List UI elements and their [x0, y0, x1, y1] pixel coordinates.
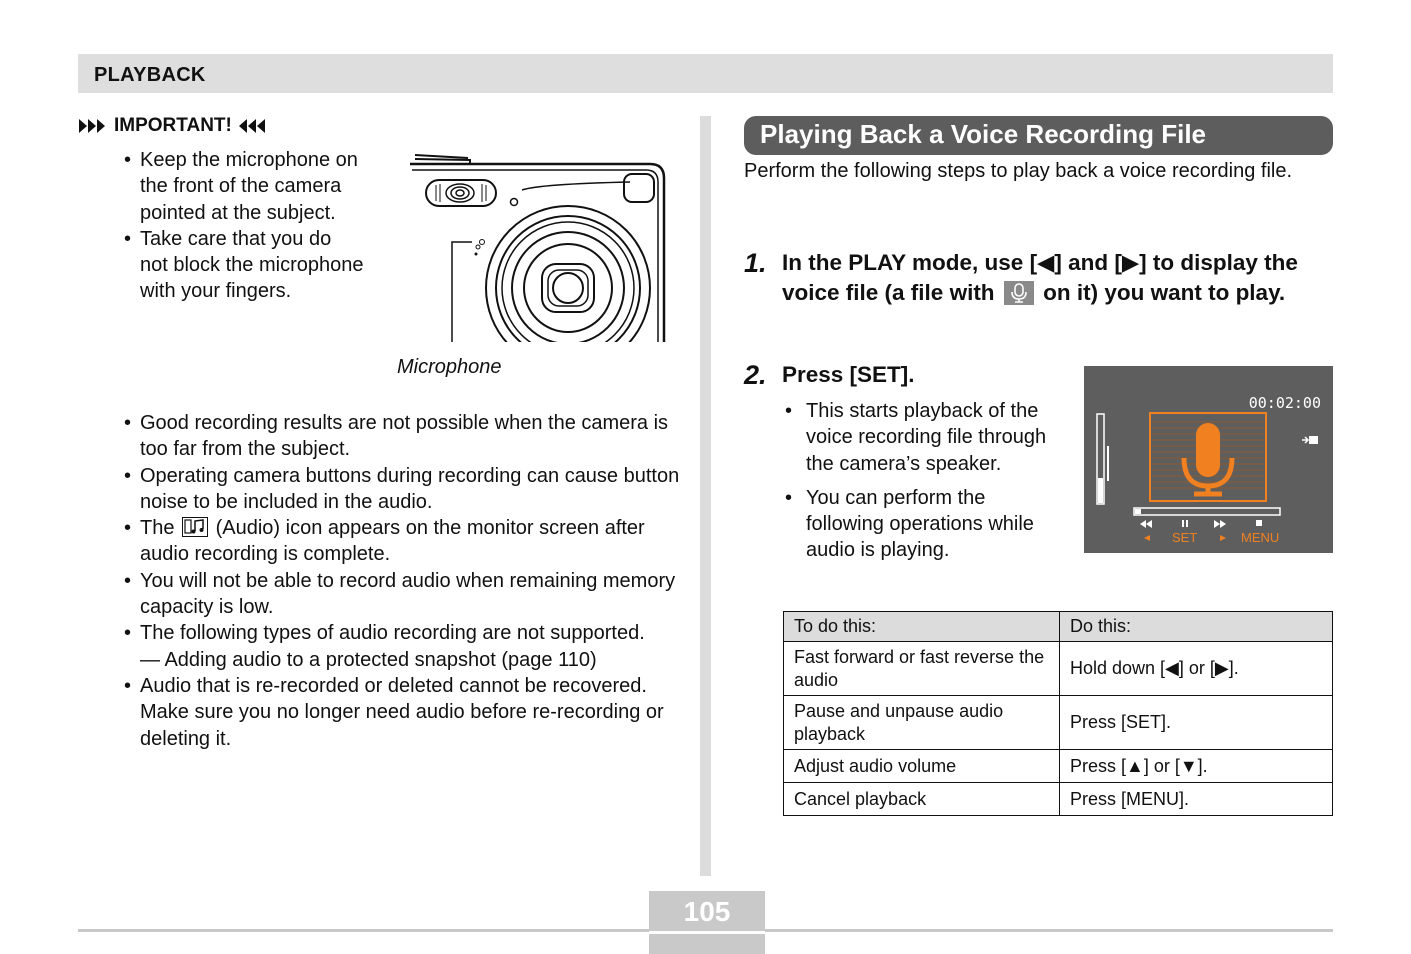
table-cell: Press [▲] or [▼]. [1060, 750, 1333, 783]
list-item: • Audio that is re-recorded or deleted cannot be recovered. Make sure you no longer need audio before re-recording or deleting it. [124, 673, 684, 752]
list-item: • You will not be able to record audio when remaining memory capacity is low. [124, 568, 684, 621]
table-cell: Press [SET]. [1060, 696, 1333, 750]
table-row [784, 642, 1333, 696]
important-heading [78, 115, 268, 137]
section-header-bar [78, 54, 1333, 93]
table-cell: Press [MENU]. [1060, 783, 1333, 816]
section-title-bar [744, 116, 1333, 155]
list-item [124, 515, 684, 568]
table-cell: Cancel playback [784, 783, 1060, 816]
list-item: • This starts playback of the voice recording file through the camera’s speaker. [783, 398, 1053, 477]
important-label: IMPORTANT! [114, 115, 232, 136]
triple-arrow-left-icon [238, 118, 268, 134]
page-box-strip [649, 931, 765, 934]
step-text-end: on it) you want to play. [1043, 280, 1286, 305]
step-text: Press [SET]. [782, 362, 915, 387]
operations-table [783, 611, 1333, 816]
triple-arrow-right-icon [78, 118, 108, 134]
important-bottom-list [124, 410, 684, 752]
table-row [784, 750, 1333, 783]
step-text-start: In the PLAY mode, use [◀] and [▶] to display the voice file (a file with [782, 250, 1298, 305]
intro-text: Perform the following steps to play back a voice recording file. [744, 160, 1293, 182]
important-top-list [124, 147, 364, 305]
unsupported-text: The following types of audio recording are not supported. [140, 622, 645, 645]
step-2 [744, 360, 1044, 392]
table-cell: Pause and unpause audio playback [784, 696, 1060, 750]
list-item: • You can perform the following operations while audio is playing. [783, 485, 1053, 564]
voice-file-icon [1004, 281, 1034, 305]
section-title: Playing Back a Voice Recording File [760, 119, 1206, 149]
table-cell: Adjust audio volume [784, 750, 1060, 783]
step-number: 1. [744, 248, 767, 278]
page-number-box [649, 891, 765, 954]
table-header-row [784, 612, 1333, 642]
unsupported-sub-item: — Adding audio to a protected snapshot (page 110) [140, 648, 597, 671]
figure-caption: Microphone [397, 356, 502, 378]
playback-screen-image [1084, 366, 1333, 553]
table-cell: Hold down [◀] or [▶]. [1060, 642, 1333, 696]
set-label: SET [1172, 530, 1198, 545]
list-item: • Keep the microphone on the front of the camera pointed at the subject. [124, 147, 364, 226]
step-2-list [783, 398, 1053, 572]
audio-note-icon [182, 517, 208, 537]
list-item [124, 620, 684, 673]
step-1 [744, 248, 1334, 340]
camera-microphone-illustration [410, 150, 670, 345]
page-number: 105 [683, 896, 731, 927]
playback-time: 00:02:00 [1248, 394, 1321, 412]
table-row [784, 696, 1333, 750]
column-header: Do this: [1060, 612, 1333, 642]
step-text [782, 248, 1327, 308]
audio-sentence-start: The [140, 517, 175, 540]
list-item: • Good recording results are not possible when the camera is too far from the subject. [124, 410, 684, 463]
menu-label: MENU [1241, 530, 1280, 545]
audio-sentence-end: (Audio) icon appears on the monitor screen after audio recording is complete. [140, 517, 645, 566]
step-number: 2. [744, 360, 767, 390]
column-header: To do this: [784, 612, 1060, 642]
column-divider [700, 116, 711, 876]
header-title: PLAYBACK [94, 64, 206, 86]
table-cell: Fast forward or fast reverse the audio [784, 642, 1060, 696]
table-row [784, 783, 1333, 816]
list-item: • Take care that you do not block the microphone with your fingers. [124, 226, 364, 305]
list-item: • Operating camera buttons during recording can cause button noise to be included in the audio. [124, 463, 684, 516]
